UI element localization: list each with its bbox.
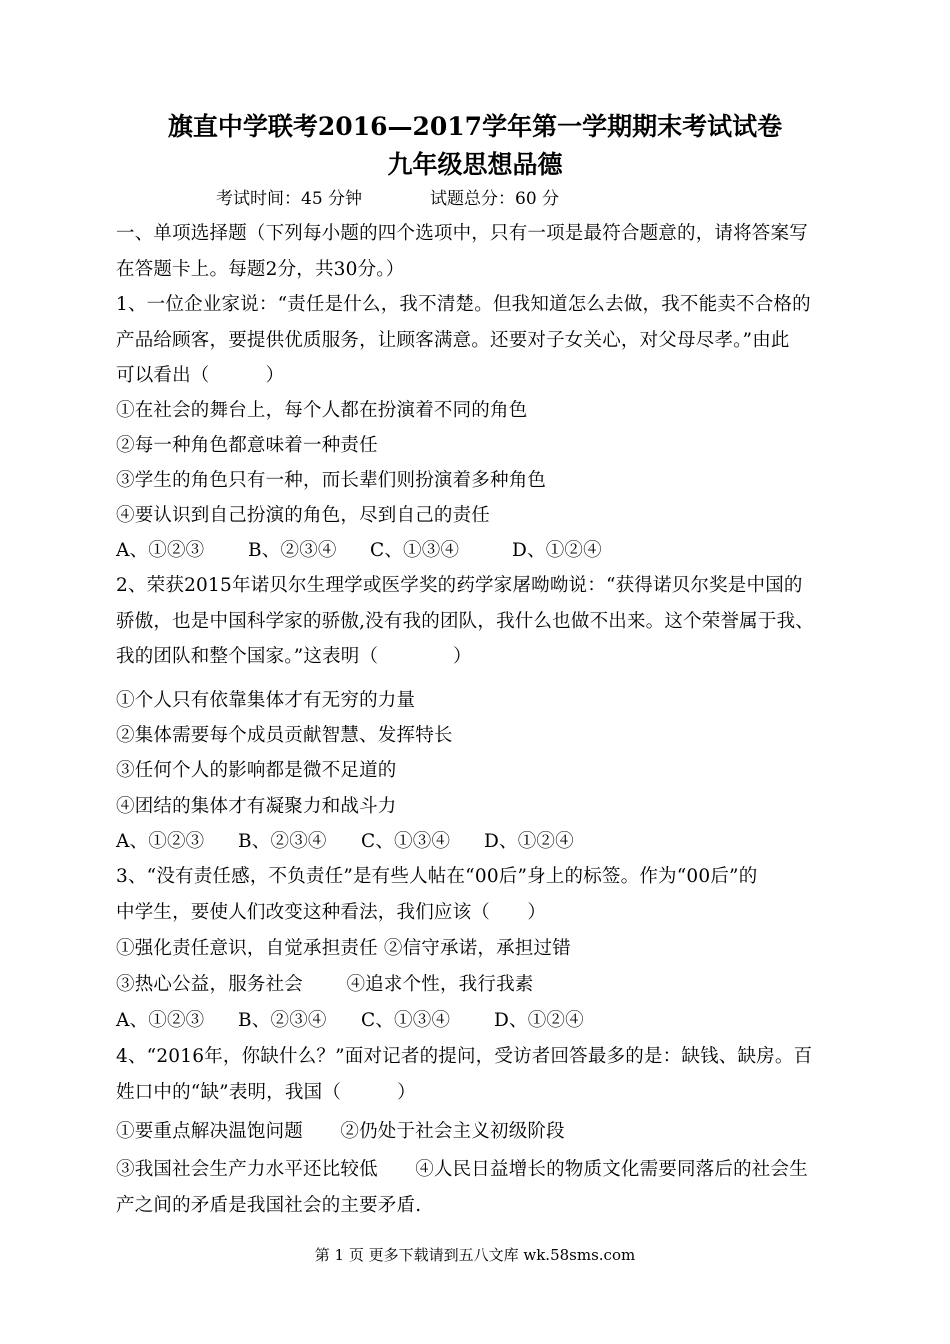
q2-statement-4: ④团结的集体才有凝聚力和战斗力 — [116, 796, 397, 817]
q2-option-c: C、①③④ — [361, 831, 451, 852]
q3-statement-2: ③热心公益，服务社会 ④追求个性，我行我素 — [116, 974, 534, 995]
q3-options — [116, 1006, 584, 1036]
q1-statement-2: ②每一种角色都意味着一种责任 — [116, 435, 378, 456]
q1-option-a: A、①②③ — [116, 540, 205, 561]
q3-option-c: C、①③④ — [361, 1010, 451, 1031]
q3-statement-1: ①强化责任意识，自觉承担责任 ②信守承诺，承担过错 — [116, 938, 571, 959]
exam-time: 考试时间：45 分钟 — [216, 189, 363, 209]
q4-statement-3: 产之间的矛盾是我国社会的主要矛盾. — [116, 1195, 422, 1216]
q2-option-a: A、①②③ — [116, 831, 205, 852]
q2-stem-end: 我的团队和整个国家。”这表明（ ） — [116, 646, 472, 667]
q2-options — [116, 827, 574, 857]
q3-option-d: D、①②④ — [494, 1010, 584, 1031]
q3-stem: 3、“没有责任感，不负责任”是有些人帖在“00后”身上的标签。作为“00后”的 — [116, 866, 758, 887]
q2-statement-1: ①个人只有依靠集体才有无穷的力量 — [116, 690, 416, 711]
q4-statement-2: ③我国社会生产力水平还比较低 ④人民日益增长的物质文化需要同落后的社会生 — [116, 1159, 808, 1180]
q2-stem-cont: 骄傲，也是中国科学家的骄傲,没有我的团队，我什么也做不出来。这个荣誉属于我、 — [116, 611, 814, 632]
exam-score: 试题总分：60 分 — [430, 189, 560, 209]
exam-subtitle: 九年级思想品德 — [387, 150, 563, 179]
q3-stem-cont: 中学生，要使人们改变这种看法，我们应该（ ） — [116, 902, 547, 923]
q4-statement-1: ①要重点解决温饱问题 ②仍处于社会主义初级阶段 — [116, 1121, 565, 1142]
exam-info — [216, 186, 559, 212]
q1-stem-cont: 产品给顾客，要提供优质服务，让顾客满意。还要对子女关心，对父母尽孝。”由此 — [116, 330, 790, 351]
q2-stem: 2、荣获2015年诺贝尔生理学或医学奖的药学家屠呦呦说：“获得诺贝尔奖是中国的 — [116, 575, 803, 596]
q2-option-b: B、②③④ — [238, 831, 327, 852]
q3-option-b: B、②③④ — [238, 1010, 327, 1031]
q1-stem-end: 可以看出（ ） — [116, 365, 285, 386]
q1-statement-4: ④要认识到自己扮演的角色，尽到自己的责任 — [116, 505, 491, 526]
page-footer: 第 1 页 更多下载请到五八文库 wk.58sms.com — [314, 1246, 636, 1264]
q1-statement-1: ①在社会的舞台上，每个人都在扮演着不同的角色 — [116, 400, 528, 421]
q1-option-b: B、②③④ — [248, 540, 337, 561]
q1-stem: 1、一位企业家说：“责任是什么，我不清楚。但我知道怎么去做，我不能卖不合格的 — [116, 294, 811, 315]
q4-stem-cont: 姓口中的“缺”表明，我国（ ） — [116, 1082, 416, 1103]
q2-statement-2: ②集体需要每个成员贡献智慧、发挥特长 — [116, 725, 453, 746]
section-heading: 一、单项选择题（下列每小题的四个选项中，只有一项是最符合题意的，请将答案写 — [116, 223, 808, 244]
section-heading-cont: 在答题卡上。每题2分，共30分。） — [116, 259, 405, 280]
q1-option-c: C、①③④ — [370, 540, 460, 561]
q1-statement-3: ③学生的角色只有一种，而长辈们则扮演着多种角色 — [116, 470, 547, 491]
exam-title: 旗直中学联考2016—2017学年第一学期期末考试试卷 — [167, 112, 783, 141]
q4-stem: 4、“2016年，你缺什么？”面对记者的提问，受访者回答最多的是：缺钱、缺房。百 — [116, 1046, 813, 1067]
q1-option-d: D、①②④ — [512, 540, 602, 561]
q3-option-a: A、①②③ — [116, 1010, 205, 1031]
q2-option-d: D、①②④ — [484, 831, 574, 852]
q2-statement-3: ③任何个人的影响都是微不足道的 — [116, 760, 397, 781]
q1-options — [116, 536, 602, 566]
